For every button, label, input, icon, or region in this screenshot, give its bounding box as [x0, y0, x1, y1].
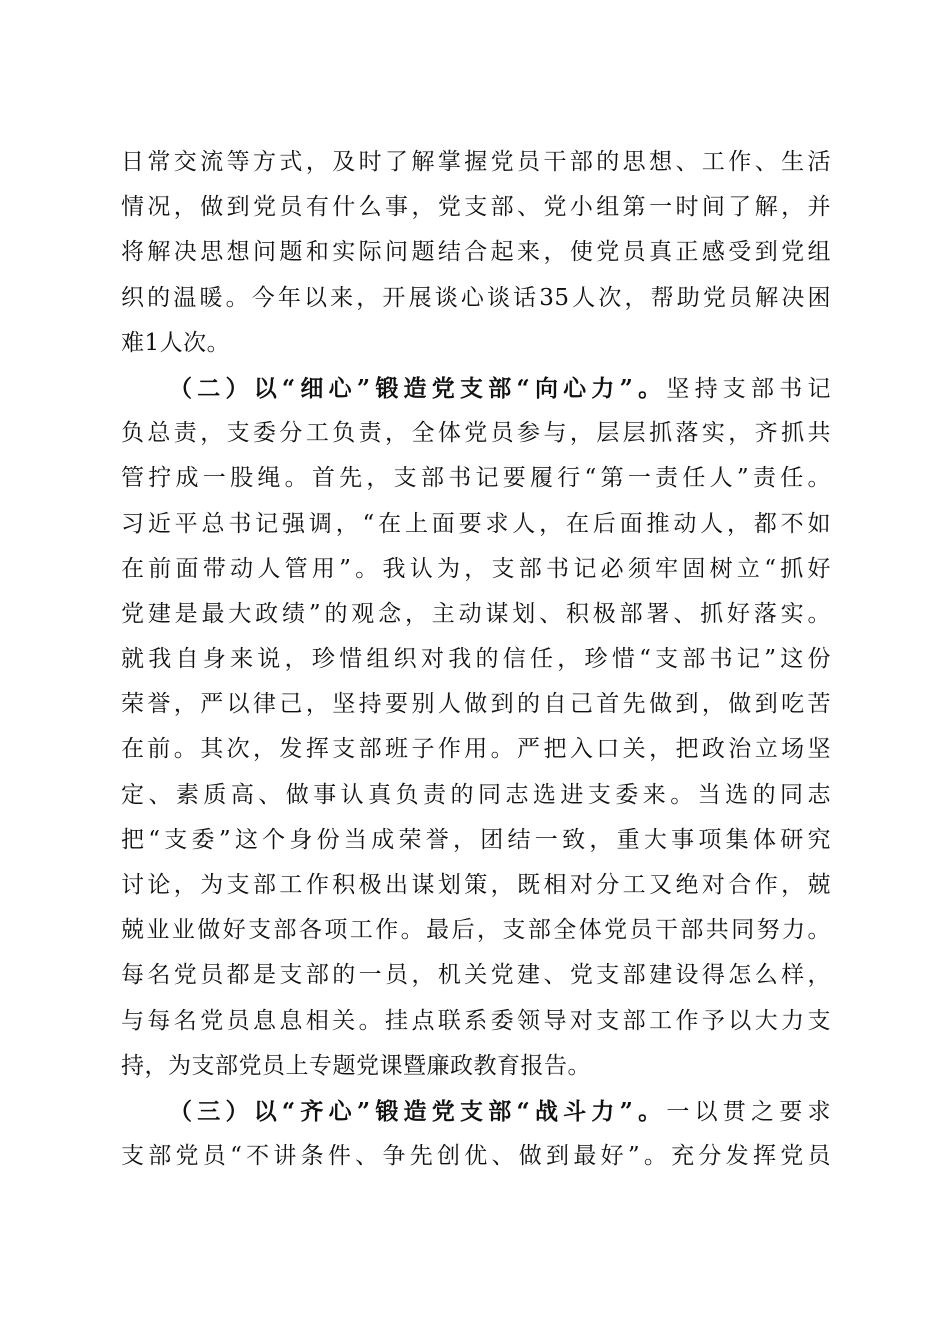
- text-line: [121, 682, 831, 727]
- line-text: 在前面带动人管用”。我认为，支部书记必须牢固树立“抓好: [121, 555, 831, 582]
- line-text: 习近平总书记强调，“在上面要求人，在后面推动人，都不如: [121, 510, 831, 537]
- text-line: [121, 502, 831, 547]
- text-line: [121, 276, 831, 321]
- text-line: [121, 773, 831, 818]
- text-line: [121, 637, 831, 682]
- line-text: 党建是最大政绩”的观念，主动谋划、积极部署、抓好落实。: [121, 600, 831, 627]
- text-line: [121, 321, 831, 366]
- line-text: 管拧成一股绳。首先，支部书记要履行“第一责任人”责任。: [121, 465, 831, 492]
- text-line: [121, 230, 831, 275]
- text-line: [121, 953, 831, 998]
- line-text: 将解决思想问题和实际问题结合起来，使党员真正感受到党组: [121, 239, 831, 266]
- line-text: 支部党员“不讲条件、争先创优、做到最好”。充分发挥党员: [121, 1143, 831, 1170]
- line-text: 荣誉，严以律己，坚持要别人做到的自己首先做到，做到吃苦: [121, 691, 831, 718]
- text-line: [121, 1134, 831, 1179]
- section-heading: （三）以“齐心”锻造党支部“战斗力”。: [169, 1097, 667, 1125]
- line-text: 把“支委”这个身份当成荣誉，团结一致，重大事项集体研究: [121, 826, 831, 853]
- text-line: [121, 140, 831, 185]
- text-line: [121, 592, 831, 637]
- text-line: [121, 547, 831, 592]
- line-text: 负总责，支委分工负责，全体党员参与，层层抓落实，齐抓共: [121, 420, 831, 447]
- line-text: 织的温暖。今年以来，开展谈心谈话35人次，帮助党员解决困: [121, 284, 831, 311]
- line-text: 难1人次。: [121, 329, 231, 356]
- text-line: [121, 818, 831, 863]
- section-heading: （二）以“细心”锻造党支部“向心力”。: [169, 374, 667, 402]
- line-text: 定、素质高、做事认真负责的同志选进支委来。当选的同志: [121, 781, 831, 808]
- text-line: [121, 456, 831, 501]
- text-line: [121, 863, 831, 908]
- line-text: 一以贯之要求: [666, 1098, 832, 1125]
- line-text: 讨论，为支部工作积极出谋划策，既相对分工又绝对合作，兢: [121, 872, 831, 898]
- line-text: 日常交流等方式，及时了解掌握党员干部的思想、工作、生活: [121, 149, 831, 175]
- line-text: 坚持支部书记: [666, 375, 832, 402]
- text-line: [121, 366, 831, 411]
- line-text: 与每名党员息息相关。挂点联系委领导对支部工作予以大力支: [121, 1007, 831, 1034]
- line-text: 在前。其次，发挥支部班子作用。严把入口关，把政治立场坚: [121, 736, 831, 763]
- line-text: 情况，做到党员有什么事，党支部、党小组第一时间了解，并: [121, 194, 831, 221]
- text-line: [121, 1044, 831, 1089]
- text-line: [121, 908, 831, 953]
- text-line: [121, 999, 831, 1044]
- text-line: [121, 185, 831, 230]
- text-line: [121, 727, 831, 772]
- document-body: [121, 140, 831, 1179]
- line-text: 就我自身来说，珍惜组织对我的信任，珍惜“支部书记”这份: [121, 646, 831, 673]
- text-line: [121, 1089, 831, 1134]
- line-text: 兢业业做好支部各项工作。最后，支部全体党员干部共同努力。: [121, 917, 831, 944]
- text-line: [121, 411, 831, 456]
- line-text: 持，为支部党员上专题党课暨廉政教育报告。: [121, 1052, 591, 1079]
- line-text: 每名党员都是支部的一员，机关党建、党支部建设得怎么样，: [121, 962, 831, 989]
